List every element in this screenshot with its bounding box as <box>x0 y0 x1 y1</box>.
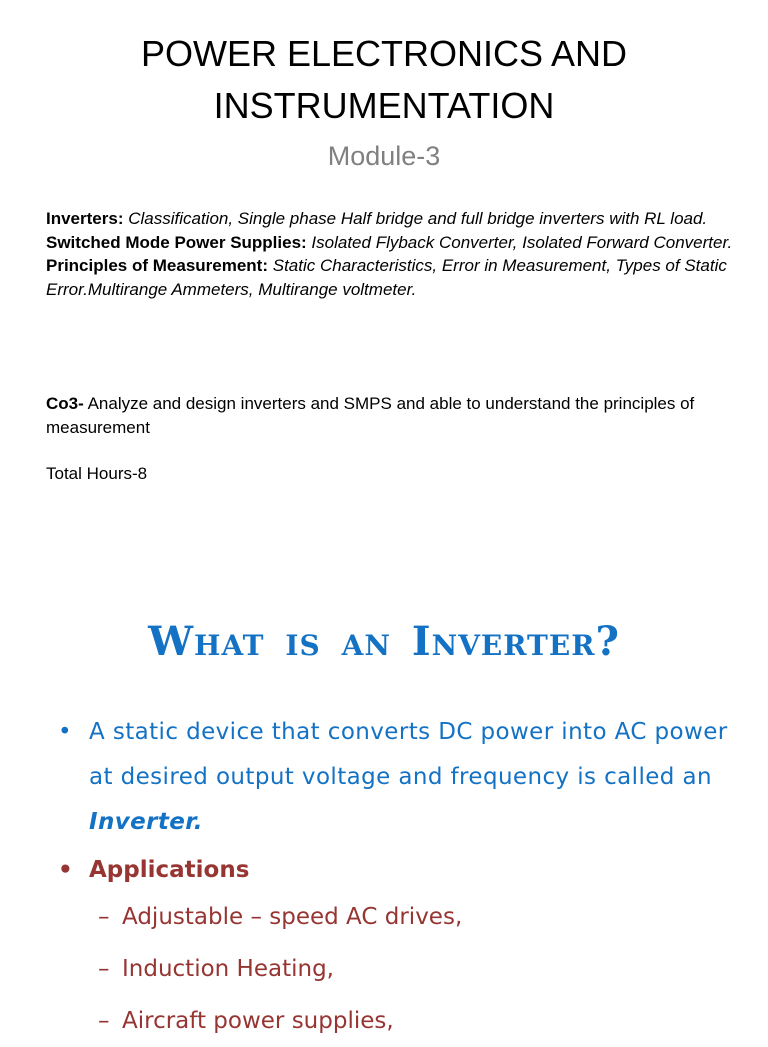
dash-icon: – <box>98 904 110 930</box>
syllabus-item <box>46 207 736 231</box>
applications-label: Applications <box>89 857 250 883</box>
definition-bullet <box>58 710 738 845</box>
syllabus-item-text: Static Characteristics, Error in Measurement, Types of Static Error.Multirange Ammeters, Multirange voltmeter. <box>46 256 727 299</box>
bullet-list <box>58 710 738 1047</box>
section-heading: What is an Inverter? <box>148 618 620 665</box>
title-line-2: INSTRUMENTATION <box>213 85 555 126</box>
syllabus-list <box>46 207 736 301</box>
dash-icon: – <box>98 1008 110 1034</box>
title-line-1: POWER ELECTRONICS AND <box>140 33 628 74</box>
application-text: Induction Heating, <box>122 956 334 982</box>
outcome-text: Analyze and design inverters and SMPS and able to understand the principles of measurement <box>46 394 695 437</box>
bullet-icon: • <box>58 719 72 745</box>
application-text: Adjustable – speed AC drives, <box>122 904 463 930</box>
module-subtitle: Module-3 <box>327 141 441 171</box>
application-item <box>58 995 738 1047</box>
syllabus-item-label: Inverters: <box>46 209 124 228</box>
syllabus-item <box>46 254 736 301</box>
bullet-icon: • <box>58 857 73 883</box>
application-item <box>58 943 738 995</box>
syllabus-item-label: Principles of Measurement: <box>46 256 269 275</box>
definition-text: A static device that converts DC power into AC power at desired output voltage and frequency is called an <box>89 719 728 790</box>
total-hours: Total Hours-8 <box>46 464 148 483</box>
outcome-label: Co3- <box>46 394 84 413</box>
syllabus-item-text: Isolated Flyback Converter, Isolated Forward Converter. <box>306 232 733 252</box>
page-title <box>0 28 768 132</box>
syllabus-item-text: Classification, Single phase Half bridge and full bridge inverters with RL load. <box>123 209 708 228</box>
application-text: Aircraft power supplies, <box>122 1008 394 1034</box>
definition-emphasis: Inverter. <box>89 809 203 835</box>
syllabus-item-label: Switched Mode Power Supplies: <box>46 232 307 252</box>
course-outcome <box>46 392 736 439</box>
syllabus-item <box>46 231 736 255</box>
dash-icon: – <box>98 956 110 982</box>
application-item <box>58 891 738 943</box>
applications-bullet <box>58 849 738 891</box>
